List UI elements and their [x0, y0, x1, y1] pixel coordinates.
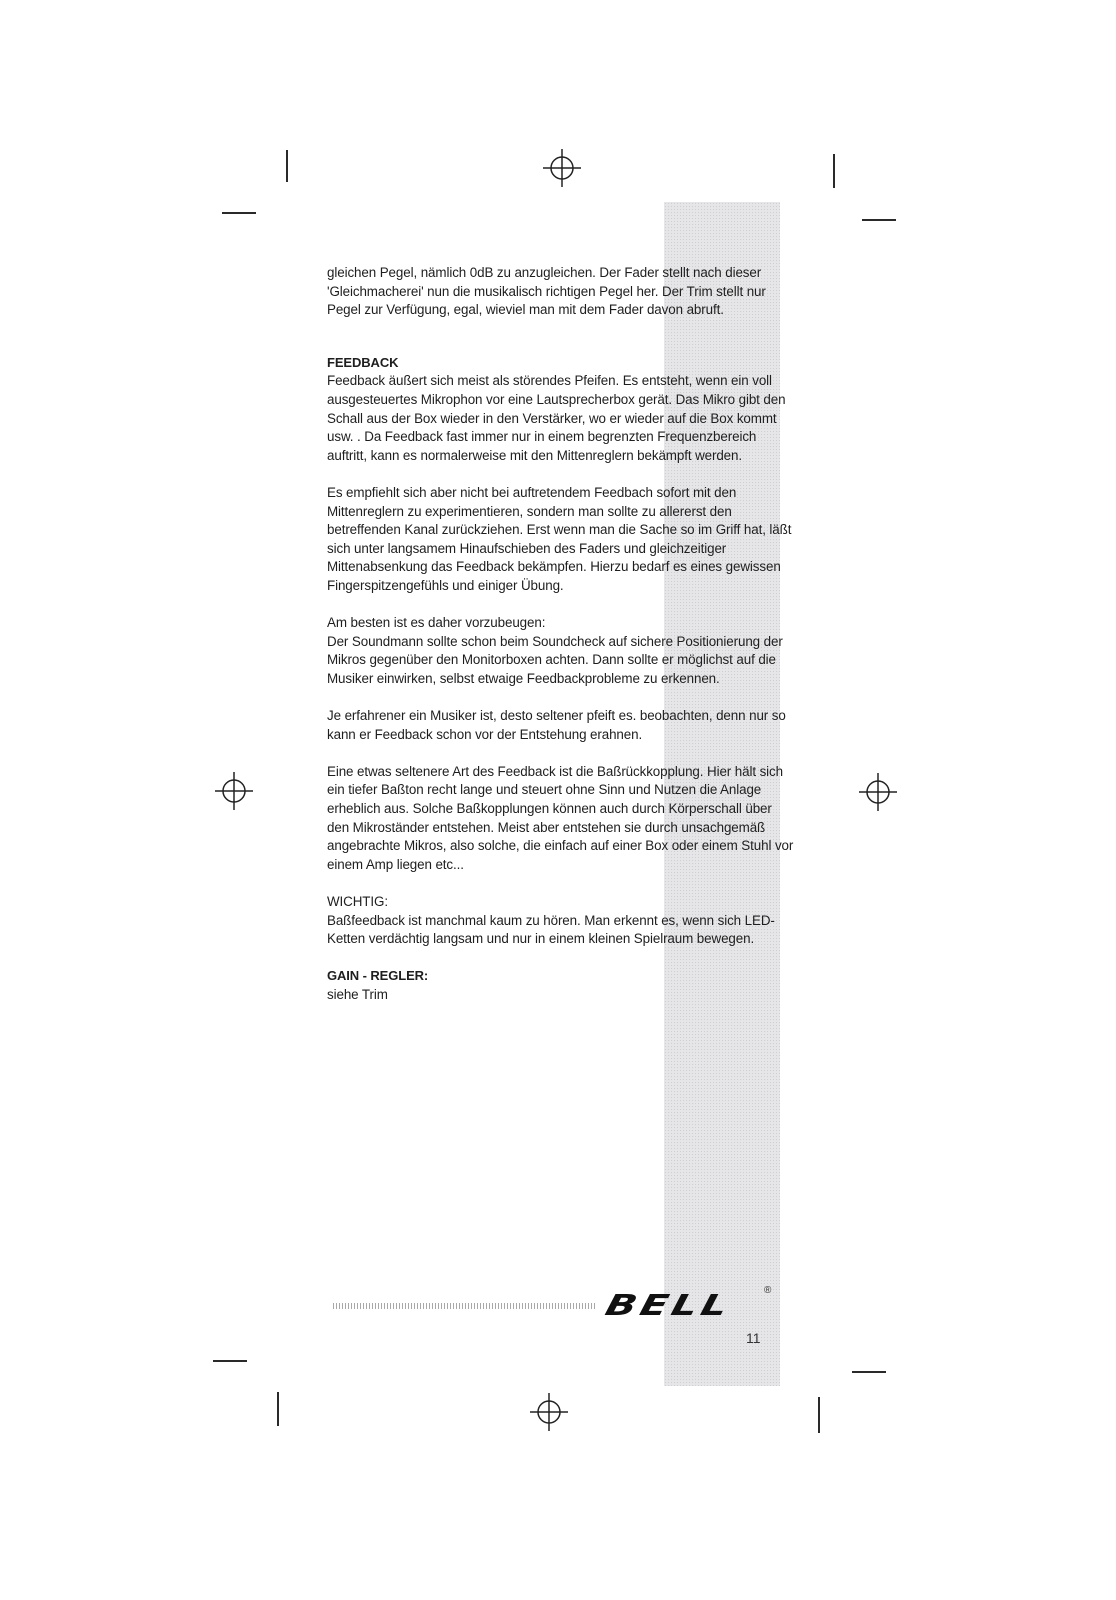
- feedback-paragraph: Feedback äußert sich meist als störendes Pfeifen. Es entsteht, wenn ein voll ausgesteuertes Mikrophon vor eine Lautsprecherbox gerät. Das Mikro gibt den Schall aus der Box wieder in den Verstärker, wo er wieder auf die Box kommt usw. . Da Feedback fast immer nur in einem begrenzten Frequenzbereich auftritt, kann es normalerweise mit den Mittenreglern bekämpft werden.: [327, 373, 786, 463]
- paragraph-mittenregler: Es empfiehlt sich aber nicht bei auftretendem Feedbach sofort mit den Mittenreglern zu experimentieren, sondern man sollte zu allererst den betreffenden Kanal zurückziehen. Erst wenn man die Sache so im Griff hat, läßt sich unter langsamem Hinaufschieben des Faders und gleichzeitiger Mittenabsenkung das Feedback bekämpfen. Hierzu bedarf es eines gewissen Fingerspitzengefühls und einiger Übung.: [327, 484, 792, 593]
- crop-mark-top-right-vertical: [833, 154, 835, 188]
- gain-regler-text: siehe Trim: [327, 986, 388, 1002]
- registration-mark-top-icon: [540, 146, 584, 190]
- paragraph-musiker: Je erfahrener ein Musiker ist, desto seltener pfeift es. beobachten, denn nur so kann er Feedback schon vor der Entstehung erahnen.: [327, 708, 786, 742]
- registration-mark-bottom-icon: [527, 1390, 571, 1434]
- crop-mark-bottom-right-horizontal: [852, 1371, 886, 1373]
- registration-mark-left-icon: [212, 769, 256, 813]
- vorbeugen-text: Der Soundmann sollte schon beim Soundcheck auf sichere Positionierung der Mikros gegenüber den Monitorboxen achten. Dann sollte er möglichst auf die Musiker einwirken, selbst etwaige Feedbackprobleme zu erkennen.: [327, 633, 783, 686]
- registration-mark-right-icon: [856, 770, 900, 814]
- vorbeugen-intro-line: Am besten ist es daher vorzubeugen:: [327, 615, 546, 631]
- section-wichtig: [327, 893, 797, 949]
- crop-mark-top-left-horizontal: [222, 212, 256, 214]
- bell-brand-logo: BELL: [602, 1288, 736, 1322]
- page-body-text: [327, 264, 797, 1023]
- gain-regler-heading: GAIN - REGLER:: [327, 968, 429, 984]
- footer-dotted-rule: [333, 1303, 595, 1309]
- crop-mark-top-right-horizontal: [862, 219, 896, 221]
- section-gain-regler: [327, 967, 797, 1004]
- crop-mark-bottom-left-vertical: [277, 1392, 279, 1426]
- page-number: 11: [746, 1330, 761, 1346]
- paragraph-bassrueckkopplung: Eine etwas seltenere Art des Feedback ist die Baßrückkopplung. Hier hält sich ein tiefer Baßton recht lange und steuert ohne Sinn und Nutzen die Anlage erheblich aus. Solche Baßkopplungen können auch durch Körperschall über den Mikroständer entstehen. Meist aber entstehen sie durch unsachgemäß angebrachte Mikros, also solche, die einfach auf einer Box oder einem Stuhl vor einem Amp liegen etc...: [327, 763, 794, 872]
- paragraph-fader-trim: gleichen Pegel, nämlich 0dB zu anzugleichen. Der Fader stellt nach dieser 'Gleichmacherei' nun die musikalisch richtigen Pegel her. Der Trim stellt nur Pegel zur Verfügung, egal, wieviel man mit dem Fader davon abruft.: [327, 265, 766, 318]
- crop-mark-top-left-vertical: [286, 150, 288, 182]
- paragraph-vorbeugen: [327, 614, 797, 688]
- section-feedback: [327, 354, 797, 466]
- registered-trademark-mark: ®: [764, 1285, 772, 1296]
- crop-mark-bottom-left-horizontal: [213, 1360, 247, 1362]
- wichtig-heading: WICHTIG:: [327, 894, 388, 909]
- wichtig-paragraph: Baßfeedback ist manchmal kaum zu hören. Man erkennt es, wenn sich LED-Ketten verdächtig langsam und nur in einem kleinen Spielraum bewegen.: [327, 912, 775, 947]
- feedback-heading: FEEDBACK: [327, 354, 399, 370]
- crop-mark-bottom-right-vertical: [818, 1397, 820, 1433]
